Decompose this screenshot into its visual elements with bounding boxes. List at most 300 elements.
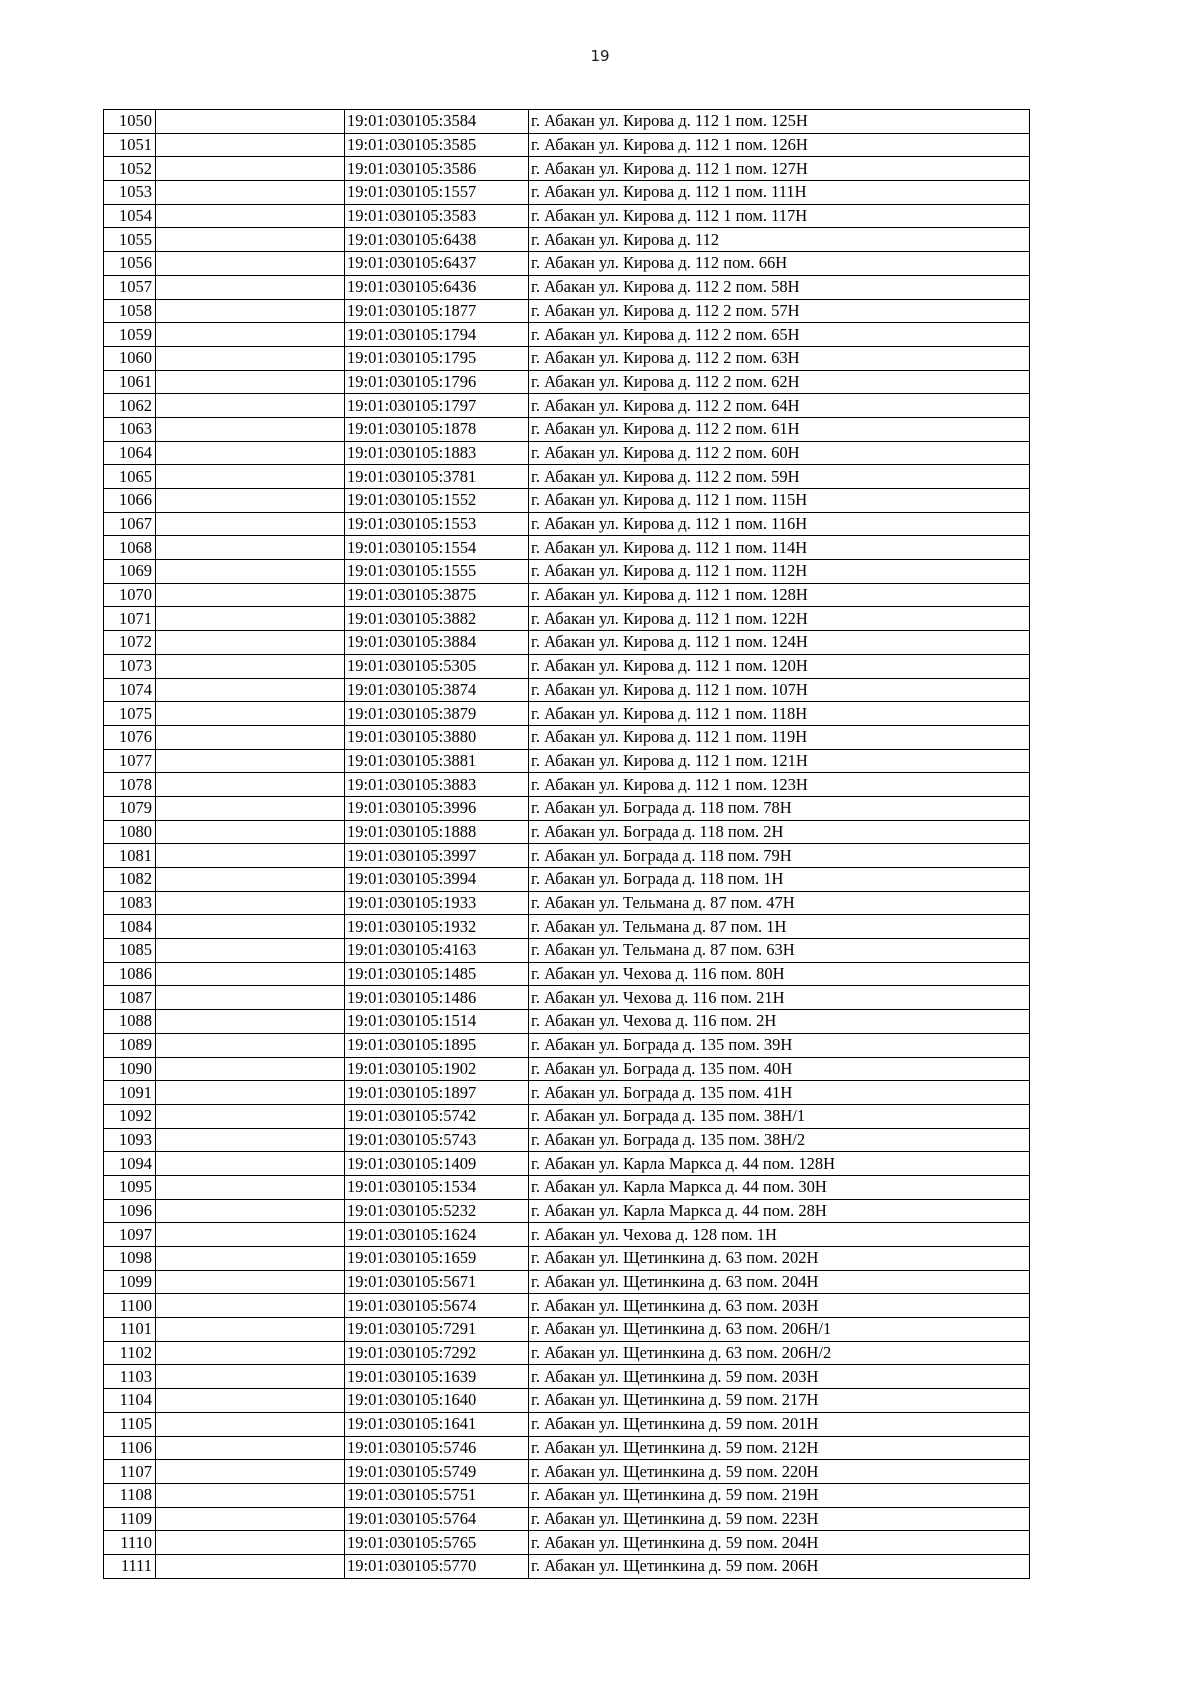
empty-cell bbox=[156, 1531, 345, 1555]
table-row bbox=[104, 1247, 1030, 1271]
table-row bbox=[104, 1294, 1030, 1318]
cadastral-number-cell: 19:01:030105:1659 bbox=[345, 1247, 529, 1271]
cadastral-number-cell: 19:01:030105:3883 bbox=[345, 773, 529, 797]
row-number-cell: 1052 bbox=[104, 157, 156, 181]
cadastral-number-cell: 19:01:030105:1883 bbox=[345, 441, 529, 465]
address-cell: г. Абакан ул. Чехова д. 116 пом. 21Н bbox=[529, 986, 1030, 1010]
row-number-cell: 1111 bbox=[104, 1554, 156, 1578]
address-cell: г. Абакан ул. Карла Маркса д. 44 пом. 30Н bbox=[529, 1175, 1030, 1199]
cadastral-number-cell: 19:01:030105:6436 bbox=[345, 275, 529, 299]
row-number-cell: 1077 bbox=[104, 749, 156, 773]
cadastral-number-cell: 19:01:030105:5742 bbox=[345, 1104, 529, 1128]
address-cell: г. Абакан ул. Щетинкина д. 63 пом. 204Н bbox=[529, 1270, 1030, 1294]
address-cell: г. Абакан ул. Бограда д. 135 пом. 39Н bbox=[529, 1033, 1030, 1057]
row-number-cell: 1089 bbox=[104, 1033, 156, 1057]
cadastral-number-cell: 19:01:030105:5671 bbox=[345, 1270, 529, 1294]
cadastral-number-cell: 19:01:030105:1557 bbox=[345, 181, 529, 205]
empty-cell bbox=[156, 346, 345, 370]
cadastral-number-cell: 19:01:030105:5770 bbox=[345, 1554, 529, 1578]
table-row bbox=[104, 204, 1030, 228]
cadastral-number-cell: 19:01:030105:3997 bbox=[345, 844, 529, 868]
empty-cell bbox=[156, 749, 345, 773]
empty-cell bbox=[156, 441, 345, 465]
address-cell: г. Абакан ул. Кирова д. 112 1 пом. 116Н bbox=[529, 512, 1030, 536]
address-cell: г. Абакан ул. Кирова д. 112 2 пом. 62Н bbox=[529, 370, 1030, 394]
cadastral-number-cell: 19:01:030105:1485 bbox=[345, 962, 529, 986]
row-number-cell: 1061 bbox=[104, 370, 156, 394]
table-row bbox=[104, 1507, 1030, 1531]
row-number-cell: 1085 bbox=[104, 939, 156, 963]
table-row bbox=[104, 1175, 1030, 1199]
empty-cell bbox=[156, 915, 345, 939]
row-number-cell: 1096 bbox=[104, 1199, 156, 1223]
table-row bbox=[104, 1436, 1030, 1460]
table-row bbox=[104, 844, 1030, 868]
table-row bbox=[104, 1554, 1030, 1578]
address-cell: г. Абакан ул. Кирова д. 112 1 пом. 117Н bbox=[529, 204, 1030, 228]
row-number-cell: 1070 bbox=[104, 583, 156, 607]
empty-cell bbox=[156, 1033, 345, 1057]
address-cell: г. Абакан ул. Бограда д. 135 пом. 40Н bbox=[529, 1057, 1030, 1081]
empty-cell bbox=[156, 394, 345, 418]
empty-cell bbox=[156, 465, 345, 489]
row-number-cell: 1094 bbox=[104, 1152, 156, 1176]
cadastral-number-cell: 19:01:030105:5765 bbox=[345, 1531, 529, 1555]
registry-table-body bbox=[104, 110, 1030, 1579]
row-number-cell: 1101 bbox=[104, 1318, 156, 1342]
table-row bbox=[104, 915, 1030, 939]
address-cell: г. Абакан ул. Щетинкина д. 59 пом. 219Н bbox=[529, 1483, 1030, 1507]
table-row bbox=[104, 1057, 1030, 1081]
empty-cell bbox=[156, 654, 345, 678]
table-row bbox=[104, 157, 1030, 181]
empty-cell bbox=[156, 1365, 345, 1389]
table-row bbox=[104, 323, 1030, 347]
empty-cell bbox=[156, 1318, 345, 1342]
table-row bbox=[104, 133, 1030, 157]
cadastral-number-cell: 19:01:030105:1895 bbox=[345, 1033, 529, 1057]
table-row bbox=[104, 631, 1030, 655]
row-number-cell: 1098 bbox=[104, 1247, 156, 1271]
empty-cell bbox=[156, 1057, 345, 1081]
row-number-cell: 1055 bbox=[104, 228, 156, 252]
row-number-cell: 1051 bbox=[104, 133, 156, 157]
address-cell: г. Абакан ул. Кирова д. 112 1 пом. 124Н bbox=[529, 631, 1030, 655]
table-row bbox=[104, 1270, 1030, 1294]
table-row bbox=[104, 1152, 1030, 1176]
table-row bbox=[104, 678, 1030, 702]
cadastral-number-cell: 19:01:030105:5749 bbox=[345, 1460, 529, 1484]
empty-cell bbox=[156, 1104, 345, 1128]
table-row bbox=[104, 1483, 1030, 1507]
empty-cell bbox=[156, 891, 345, 915]
table-row bbox=[104, 299, 1030, 323]
table-row bbox=[104, 583, 1030, 607]
row-number-cell: 1084 bbox=[104, 915, 156, 939]
empty-cell bbox=[156, 631, 345, 655]
address-cell: г. Абакан ул. Кирова д. 112 1 пом. 112Н bbox=[529, 560, 1030, 584]
row-number-cell: 1060 bbox=[104, 346, 156, 370]
cadastral-number-cell: 19:01:030105:7292 bbox=[345, 1341, 529, 1365]
cadastral-number-cell: 19:01:030105:1552 bbox=[345, 489, 529, 513]
address-cell: г. Абакан ул. Щетинкина д. 63 пом. 206Н/2 bbox=[529, 1341, 1030, 1365]
address-cell: г. Абакан ул. Кирова д. 112 1 пом. 125Н bbox=[529, 110, 1030, 134]
row-number-cell: 1088 bbox=[104, 1010, 156, 1034]
table-row bbox=[104, 868, 1030, 892]
cadastral-number-cell: 19:01:030105:3874 bbox=[345, 678, 529, 702]
address-cell: г. Абакан ул. Кирова д. 112 1 пом. 118Н bbox=[529, 702, 1030, 726]
address-cell: г. Абакан ул. Тельмана д. 87 пом. 47Н bbox=[529, 891, 1030, 915]
cadastral-number-cell: 19:01:030105:3584 bbox=[345, 110, 529, 134]
cadastral-number-cell: 19:01:030105:3585 bbox=[345, 133, 529, 157]
address-cell: г. Абакан ул. Кирова д. 112 1 пом. 120Н bbox=[529, 654, 1030, 678]
empty-cell bbox=[156, 417, 345, 441]
address-cell: г. Абакан ул. Щетинкина д. 59 пом. 217Н bbox=[529, 1389, 1030, 1413]
row-number-cell: 1065 bbox=[104, 465, 156, 489]
address-cell: г. Абакан ул. Щетинкина д. 63 пом. 206Н/1 bbox=[529, 1318, 1030, 1342]
empty-cell bbox=[156, 228, 345, 252]
cadastral-number-cell: 19:01:030105:3882 bbox=[345, 607, 529, 631]
address-cell: г. Абакан ул. Кирова д. 112 2 пом. 64Н bbox=[529, 394, 1030, 418]
table-row bbox=[104, 1412, 1030, 1436]
empty-cell bbox=[156, 725, 345, 749]
address-cell: г. Абакан ул. Кирова д. 112 1 пом. 128Н bbox=[529, 583, 1030, 607]
table-row bbox=[104, 370, 1030, 394]
table-row bbox=[104, 465, 1030, 489]
row-number-cell: 1106 bbox=[104, 1436, 156, 1460]
empty-cell bbox=[156, 512, 345, 536]
row-number-cell: 1076 bbox=[104, 725, 156, 749]
row-number-cell: 1054 bbox=[104, 204, 156, 228]
cadastral-number-cell: 19:01:030105:3880 bbox=[345, 725, 529, 749]
empty-cell bbox=[156, 583, 345, 607]
address-cell: г. Абакан ул. Бограда д. 118 пом. 78Н bbox=[529, 796, 1030, 820]
address-cell: г. Абакан ул. Щетинкина д. 59 пом. 203Н bbox=[529, 1365, 1030, 1389]
empty-cell bbox=[156, 1341, 345, 1365]
row-number-cell: 1074 bbox=[104, 678, 156, 702]
row-number-cell: 1057 bbox=[104, 275, 156, 299]
address-cell: г. Абакан ул. Кирова д. 112 1 пом. 123Н bbox=[529, 773, 1030, 797]
cadastral-number-cell: 19:01:030105:1555 bbox=[345, 560, 529, 584]
row-number-cell: 1081 bbox=[104, 844, 156, 868]
empty-cell bbox=[156, 204, 345, 228]
address-cell: г. Абакан ул. Кирова д. 112 1 пом. 111Н bbox=[529, 181, 1030, 205]
address-cell: г. Абакан ул. Кирова д. 112 1 пом. 115Н bbox=[529, 489, 1030, 513]
table-row bbox=[104, 986, 1030, 1010]
address-cell: г. Абакан ул. Кирова д. 112 1 пом. 121Н bbox=[529, 749, 1030, 773]
row-number-cell: 1103 bbox=[104, 1365, 156, 1389]
row-number-cell: 1090 bbox=[104, 1057, 156, 1081]
table-row bbox=[104, 1199, 1030, 1223]
address-cell: г. Абакан ул. Щетинкина д. 59 пом. 206Н bbox=[529, 1554, 1030, 1578]
cadastral-number-cell: 19:01:030105:3884 bbox=[345, 631, 529, 655]
row-number-cell: 1079 bbox=[104, 796, 156, 820]
table-row bbox=[104, 1341, 1030, 1365]
row-number-cell: 1102 bbox=[104, 1341, 156, 1365]
address-cell: г. Абакан ул. Щетинкина д. 59 пом. 212Н bbox=[529, 1436, 1030, 1460]
row-number-cell: 1078 bbox=[104, 773, 156, 797]
address-cell: г. Абакан ул. Бограда д. 135 пом. 41Н bbox=[529, 1081, 1030, 1105]
row-number-cell: 1095 bbox=[104, 1175, 156, 1199]
table-row bbox=[104, 417, 1030, 441]
address-cell: г. Абакан ул. Щетинкина д. 63 пом. 202Н bbox=[529, 1247, 1030, 1271]
row-number-cell: 1091 bbox=[104, 1081, 156, 1105]
cadastral-number-cell: 19:01:030105:4163 bbox=[345, 939, 529, 963]
empty-cell bbox=[156, 1554, 345, 1578]
table-row bbox=[104, 1365, 1030, 1389]
row-number-cell: 1093 bbox=[104, 1128, 156, 1152]
table-row bbox=[104, 1223, 1030, 1247]
empty-cell bbox=[156, 1507, 345, 1531]
cadastral-number-cell: 19:01:030105:1797 bbox=[345, 394, 529, 418]
table-row bbox=[104, 820, 1030, 844]
table-row bbox=[104, 228, 1030, 252]
row-number-cell: 1080 bbox=[104, 820, 156, 844]
empty-cell bbox=[156, 299, 345, 323]
address-cell: г. Абакан ул. Кирова д. 112 1 пом. 114Н bbox=[529, 536, 1030, 560]
cadastral-number-cell: 19:01:030105:1902 bbox=[345, 1057, 529, 1081]
address-cell: г. Абакан ул. Кирова д. 112 1 пом. 122Н bbox=[529, 607, 1030, 631]
empty-cell bbox=[156, 939, 345, 963]
empty-cell bbox=[156, 370, 345, 394]
table-row bbox=[104, 1033, 1030, 1057]
cadastral-number-cell: 19:01:030105:3586 bbox=[345, 157, 529, 181]
empty-cell bbox=[156, 702, 345, 726]
row-number-cell: 1097 bbox=[104, 1223, 156, 1247]
address-cell: г. Абакан ул. Кирова д. 112 2 пом. 57Н bbox=[529, 299, 1030, 323]
cadastral-number-cell: 19:01:030105:1514 bbox=[345, 1010, 529, 1034]
page-number: 19 bbox=[590, 47, 610, 65]
empty-cell bbox=[156, 252, 345, 276]
cadastral-number-cell: 19:01:030105:1641 bbox=[345, 1412, 529, 1436]
address-cell: г. Абакан ул. Кирова д. 112 1 пом. 127Н bbox=[529, 157, 1030, 181]
address-cell: г. Абакан ул. Карла Маркса д. 44 пом. 128Н bbox=[529, 1152, 1030, 1176]
address-cell: г. Абакан ул. Бограда д. 118 пом. 79Н bbox=[529, 844, 1030, 868]
cadastral-number-cell: 19:01:030105:1553 bbox=[345, 512, 529, 536]
row-number-cell: 1062 bbox=[104, 394, 156, 418]
table-row bbox=[104, 512, 1030, 536]
cadastral-number-cell: 19:01:030105:3994 bbox=[345, 868, 529, 892]
table-row bbox=[104, 1104, 1030, 1128]
cadastral-number-cell: 19:01:030105:6438 bbox=[345, 228, 529, 252]
empty-cell bbox=[156, 1483, 345, 1507]
table-row bbox=[104, 252, 1030, 276]
empty-cell bbox=[156, 157, 345, 181]
row-number-cell: 1067 bbox=[104, 512, 156, 536]
address-cell: г. Абакан ул. Тельмана д. 87 пом. 1Н bbox=[529, 915, 1030, 939]
empty-cell bbox=[156, 323, 345, 347]
empty-cell bbox=[156, 1247, 345, 1271]
table-row bbox=[104, 939, 1030, 963]
row-number-cell: 1073 bbox=[104, 654, 156, 678]
row-number-cell: 1053 bbox=[104, 181, 156, 205]
address-cell: г. Абакан ул. Щетинкина д. 63 пом. 203Н bbox=[529, 1294, 1030, 1318]
cadastral-number-cell: 19:01:030105:3781 bbox=[345, 465, 529, 489]
cadastral-number-cell: 19:01:030105:1554 bbox=[345, 536, 529, 560]
row-number-cell: 1092 bbox=[104, 1104, 156, 1128]
cadastral-number-cell: 19:01:030105:1794 bbox=[345, 323, 529, 347]
empty-cell bbox=[156, 773, 345, 797]
address-cell: г. Абакан ул. Бограда д. 118 пом. 2Н bbox=[529, 820, 1030, 844]
table-row bbox=[104, 394, 1030, 418]
empty-cell bbox=[156, 110, 345, 134]
row-number-cell: 1064 bbox=[104, 441, 156, 465]
address-cell: г. Абакан ул. Тельмана д. 87 пом. 63Н bbox=[529, 939, 1030, 963]
empty-cell bbox=[156, 1294, 345, 1318]
cadastral-number-cell: 19:01:030105:1933 bbox=[345, 891, 529, 915]
address-cell: г. Абакан ул. Кирова д. 112 пом. 66Н bbox=[529, 252, 1030, 276]
address-cell: г. Абакан ул. Щетинкина д. 59 пом. 223Н bbox=[529, 1507, 1030, 1531]
row-number-cell: 1099 bbox=[104, 1270, 156, 1294]
empty-cell bbox=[156, 868, 345, 892]
cadastral-number-cell: 19:01:030105:5764 bbox=[345, 1507, 529, 1531]
address-cell: г. Абакан ул. Щетинкина д. 59 пом. 201Н bbox=[529, 1412, 1030, 1436]
address-cell: г. Абакан ул. Кирова д. 112 1 пом. 126Н bbox=[529, 133, 1030, 157]
address-cell: г. Абакан ул. Бограда д. 135 пом. 38Н/2 bbox=[529, 1128, 1030, 1152]
table-row bbox=[104, 181, 1030, 205]
address-cell: г. Абакан ул. Кирова д. 112 2 пом. 58Н bbox=[529, 275, 1030, 299]
cadastral-number-cell: 19:01:030105:5746 bbox=[345, 1436, 529, 1460]
table-row bbox=[104, 1081, 1030, 1105]
address-cell: г. Абакан ул. Кирова д. 112 1 пом. 119Н bbox=[529, 725, 1030, 749]
empty-cell bbox=[156, 1270, 345, 1294]
row-number-cell: 1105 bbox=[104, 1412, 156, 1436]
address-cell: г. Абакан ул. Бограда д. 118 пом. 1Н bbox=[529, 868, 1030, 892]
row-number-cell: 1071 bbox=[104, 607, 156, 631]
cadastral-number-cell: 19:01:030105:5232 bbox=[345, 1199, 529, 1223]
table-row bbox=[104, 1460, 1030, 1484]
cadastral-number-cell: 19:01:030105:1640 bbox=[345, 1389, 529, 1413]
table-row bbox=[104, 346, 1030, 370]
registry-table bbox=[103, 109, 1030, 1579]
row-number-cell: 1109 bbox=[104, 1507, 156, 1531]
cadastral-number-cell: 19:01:030105:1409 bbox=[345, 1152, 529, 1176]
cadastral-number-cell: 19:01:030105:1796 bbox=[345, 370, 529, 394]
table-row bbox=[104, 891, 1030, 915]
cadastral-number-cell: 19:01:030105:3879 bbox=[345, 702, 529, 726]
address-cell: г. Абакан ул. Чехова д. 116 пом. 2Н bbox=[529, 1010, 1030, 1034]
empty-cell bbox=[156, 607, 345, 631]
empty-cell bbox=[156, 1199, 345, 1223]
table-row bbox=[104, 536, 1030, 560]
table-row bbox=[104, 1531, 1030, 1555]
empty-cell bbox=[156, 844, 345, 868]
table-row bbox=[104, 1318, 1030, 1342]
row-number-cell: 1058 bbox=[104, 299, 156, 323]
cadastral-number-cell: 19:01:030105:1534 bbox=[345, 1175, 529, 1199]
row-number-cell: 1059 bbox=[104, 323, 156, 347]
table-row bbox=[104, 796, 1030, 820]
cadastral-number-cell: 19:01:030105:5751 bbox=[345, 1483, 529, 1507]
empty-cell bbox=[156, 678, 345, 702]
empty-cell bbox=[156, 1436, 345, 1460]
empty-cell bbox=[156, 1175, 345, 1199]
cadastral-number-cell: 19:01:030105:1897 bbox=[345, 1081, 529, 1105]
address-cell: г. Абакан ул. Чехова д. 128 пом. 1Н bbox=[529, 1223, 1030, 1247]
row-number-cell: 1068 bbox=[104, 536, 156, 560]
empty-cell bbox=[156, 1460, 345, 1484]
empty-cell bbox=[156, 986, 345, 1010]
cadastral-number-cell: 19:01:030105:3583 bbox=[345, 204, 529, 228]
table-row bbox=[104, 962, 1030, 986]
table-row bbox=[104, 749, 1030, 773]
cadastral-number-cell: 19:01:030105:3996 bbox=[345, 796, 529, 820]
empty-cell bbox=[156, 820, 345, 844]
cadastral-number-cell: 19:01:030105:1878 bbox=[345, 417, 529, 441]
empty-cell bbox=[156, 181, 345, 205]
row-number-cell: 1063 bbox=[104, 417, 156, 441]
empty-cell bbox=[156, 1389, 345, 1413]
table-row bbox=[104, 773, 1030, 797]
address-cell: г. Абакан ул. Карла Маркса д. 44 пом. 28Н bbox=[529, 1199, 1030, 1223]
cadastral-number-cell: 19:01:030105:7291 bbox=[345, 1318, 529, 1342]
row-number-cell: 1072 bbox=[104, 631, 156, 655]
empty-cell bbox=[156, 1128, 345, 1152]
row-number-cell: 1056 bbox=[104, 252, 156, 276]
cadastral-number-cell: 19:01:030105:1639 bbox=[345, 1365, 529, 1389]
table-row bbox=[104, 560, 1030, 584]
empty-cell bbox=[156, 1412, 345, 1436]
cadastral-number-cell: 19:01:030105:1486 bbox=[345, 986, 529, 1010]
address-cell: г. Абакан ул. Кирова д. 112 2 пом. 60Н bbox=[529, 441, 1030, 465]
cadastral-number-cell: 19:01:030105:5743 bbox=[345, 1128, 529, 1152]
cadastral-number-cell: 19:01:030105:1877 bbox=[345, 299, 529, 323]
row-number-cell: 1083 bbox=[104, 891, 156, 915]
row-number-cell: 1050 bbox=[104, 110, 156, 134]
empty-cell bbox=[156, 1081, 345, 1105]
row-number-cell: 1104 bbox=[104, 1389, 156, 1413]
table-row bbox=[104, 702, 1030, 726]
empty-cell bbox=[156, 1223, 345, 1247]
empty-cell bbox=[156, 796, 345, 820]
address-cell: г. Абакан ул. Кирова д. 112 2 пом. 61Н bbox=[529, 417, 1030, 441]
row-number-cell: 1108 bbox=[104, 1483, 156, 1507]
cadastral-number-cell: 19:01:030105:5305 bbox=[345, 654, 529, 678]
row-number-cell: 1066 bbox=[104, 489, 156, 513]
table-row bbox=[104, 441, 1030, 465]
row-number-cell: 1087 bbox=[104, 986, 156, 1010]
empty-cell bbox=[156, 275, 345, 299]
empty-cell bbox=[156, 1152, 345, 1176]
table-row bbox=[104, 275, 1030, 299]
empty-cell bbox=[156, 560, 345, 584]
cadastral-number-cell: 19:01:030105:1888 bbox=[345, 820, 529, 844]
table-row bbox=[104, 110, 1030, 134]
address-cell: г. Абакан ул. Щетинкина д. 59 пом. 204Н bbox=[529, 1531, 1030, 1555]
address-cell: г. Абакан ул. Кирова д. 112 1 пом. 107Н bbox=[529, 678, 1030, 702]
cadastral-number-cell: 19:01:030105:1795 bbox=[345, 346, 529, 370]
cadastral-number-cell: 19:01:030105:3881 bbox=[345, 749, 529, 773]
table-row bbox=[104, 1128, 1030, 1152]
row-number-cell: 1075 bbox=[104, 702, 156, 726]
address-cell: г. Абакан ул. Кирова д. 112 2 пом. 63Н bbox=[529, 346, 1030, 370]
empty-cell bbox=[156, 962, 345, 986]
table-row bbox=[104, 1389, 1030, 1413]
row-number-cell: 1100 bbox=[104, 1294, 156, 1318]
row-number-cell: 1086 bbox=[104, 962, 156, 986]
address-cell: г. Абакан ул. Бограда д. 135 пом. 38Н/1 bbox=[529, 1104, 1030, 1128]
address-cell: г. Абакан ул. Кирова д. 112 2 пом. 59Н bbox=[529, 465, 1030, 489]
table-row bbox=[104, 1010, 1030, 1034]
row-number-cell: 1107 bbox=[104, 1460, 156, 1484]
row-number-cell: 1069 bbox=[104, 560, 156, 584]
row-number-cell: 1110 bbox=[104, 1531, 156, 1555]
address-cell: г. Абакан ул. Кирова д. 112 2 пом. 65Н bbox=[529, 323, 1030, 347]
cadastral-number-cell: 19:01:030105:1624 bbox=[345, 1223, 529, 1247]
address-cell: г. Абакан ул. Чехова д. 116 пом. 80Н bbox=[529, 962, 1030, 986]
address-cell: г. Абакан ул. Щетинкина д. 59 пом. 220Н bbox=[529, 1460, 1030, 1484]
cadastral-number-cell: 19:01:030105:1932 bbox=[345, 915, 529, 939]
